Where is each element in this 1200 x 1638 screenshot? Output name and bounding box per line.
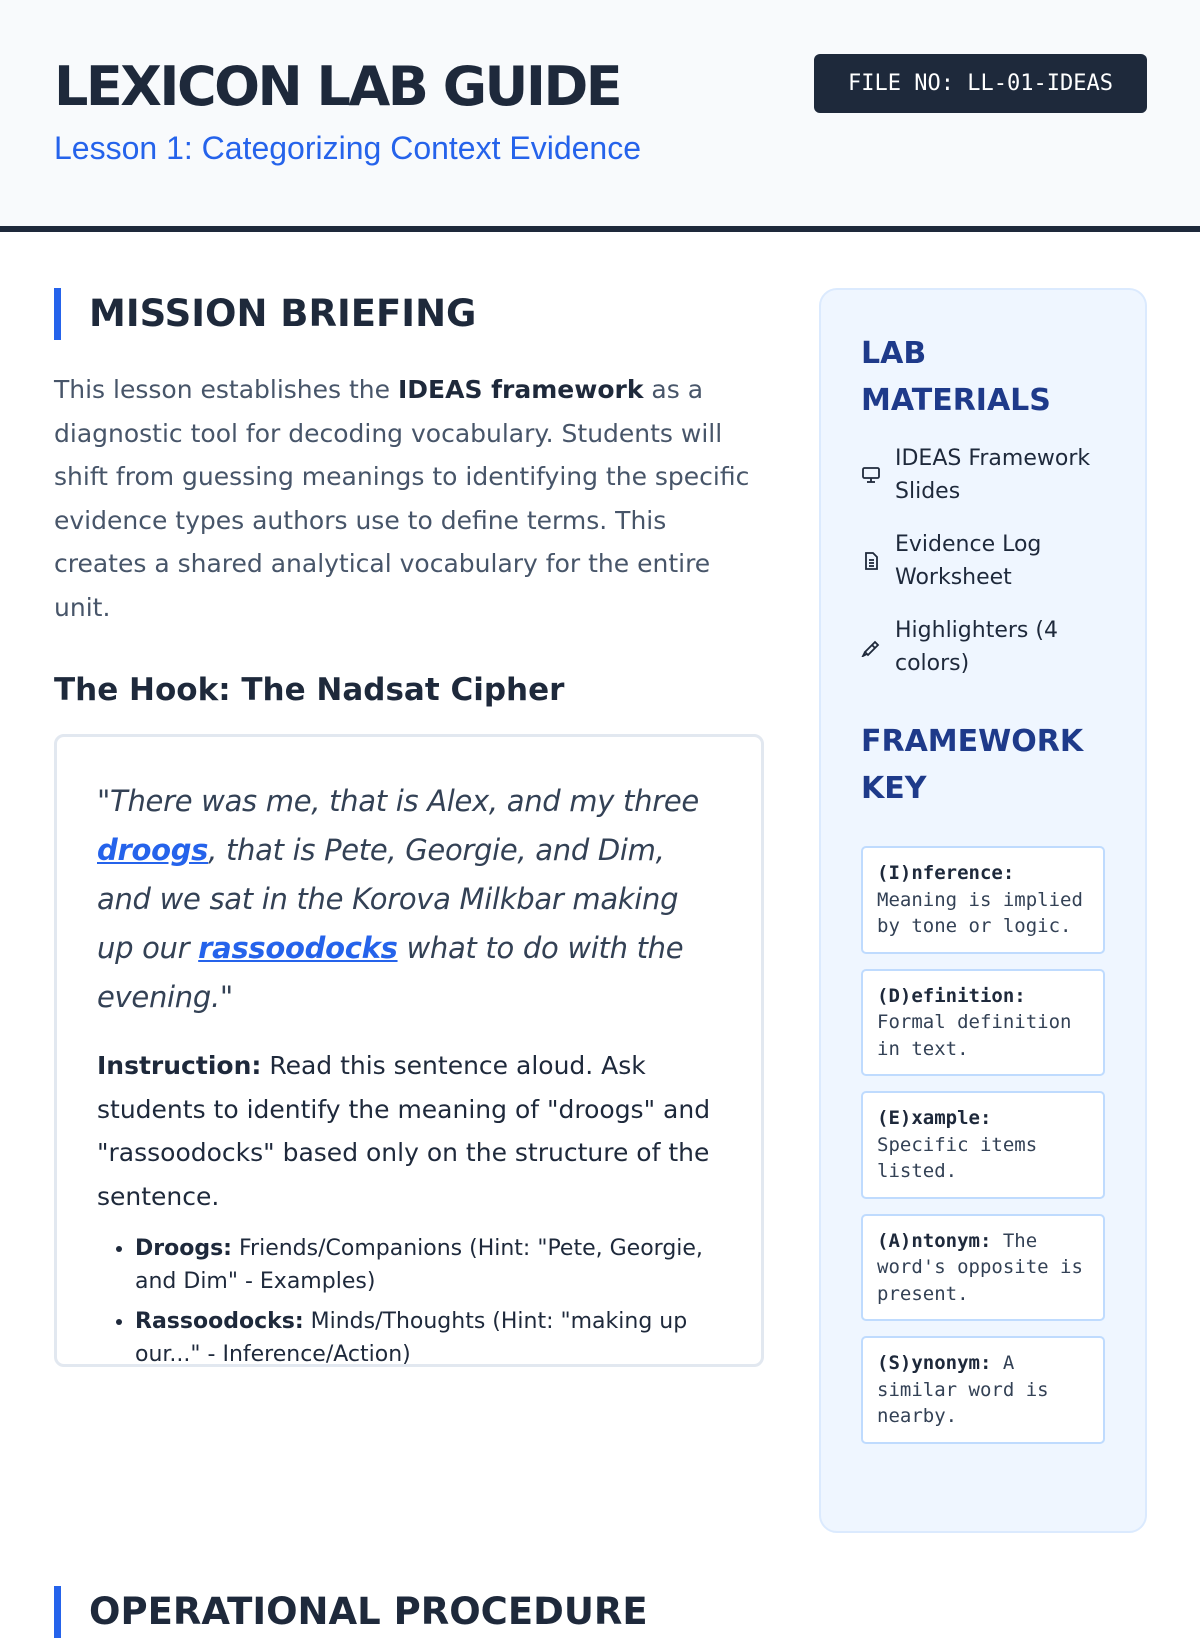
hook-title: The Hook: The Nadsat Cipher	[54, 672, 565, 708]
hint-term: Droogs:	[135, 1236, 232, 1261]
key-text: A similar word is nearby.	[877, 1352, 1049, 1427]
intro-text-end: as a diagnostic tool for decoding vocabulary. Students will shift from guessing meanings to identifying the specific evidence types authors use to define terms. This creates a shared analytical vocabulary for the entire unit.	[54, 375, 750, 622]
material-label: Highlighters (4 colors)	[895, 618, 1058, 676]
quote-part-3: what to do with the evening."	[97, 931, 684, 1014]
document-icon	[861, 551, 881, 571]
header	[0, 0, 1200, 232]
framework-key-list	[861, 846, 1105, 1444]
list-item	[861, 614, 1105, 680]
key-term: (E)xample:	[877, 1107, 992, 1129]
hint-text: Friends/Companions (Hint: "Pete, Georgie, and Dim" - Examples)	[135, 1236, 703, 1294]
operational-procedure-heading: OPERATIONAL PROCEDURE	[54, 1586, 648, 1638]
sidebar	[819, 288, 1147, 1533]
mission-briefing-heading: MISSION BRIEFING	[54, 288, 476, 340]
intro-text-start: This lesson establishes the	[54, 375, 398, 404]
hint-text: Minds/Thoughts (Hint: "making up our..." - Inference/Action)	[135, 1309, 688, 1367]
framework-key-card	[861, 1214, 1105, 1322]
materials-list	[861, 442, 1105, 680]
key-text: Specific items listed.	[877, 1133, 1038, 1182]
doc-title: LEXICON LAB GUIDE	[54, 55, 621, 118]
intro-framework-term: IDEAS framework	[397, 375, 644, 404]
framework-key-card	[861, 969, 1105, 1077]
list-item	[861, 528, 1105, 594]
highlighter-icon	[861, 637, 881, 657]
key-text: Meaning is implied by tone or logic.	[877, 888, 1083, 937]
hint-list	[97, 1232, 721, 1371]
key-text: The word's opposite is present.	[877, 1229, 1083, 1305]
file-number-badge: FILE NO: LL-01-IDEAS	[814, 54, 1147, 113]
briefing-intro	[54, 368, 764, 629]
nadsat-quote	[97, 777, 721, 1022]
hook-instruction	[97, 1044, 721, 1218]
material-label: IDEAS Framework Slides	[895, 446, 1091, 504]
lab-materials-title: LAB MATERIALS	[861, 336, 1051, 418]
hint-term: Rassoodocks:	[135, 1309, 304, 1334]
framework-key-card	[861, 1091, 1105, 1199]
term-droogs-link[interactable]: droogs	[97, 833, 209, 867]
quote-part-2: , that is Pete, Georgie, and Dim, and we sat in the Korova Milkbar making up our	[97, 833, 679, 965]
framework-key-card	[861, 1336, 1105, 1444]
material-label: Evidence Log Worksheet	[895, 532, 1042, 590]
key-term: (I)nference:	[877, 862, 1015, 884]
framework-key-card	[861, 846, 1105, 954]
list-item	[135, 1232, 721, 1298]
key-term: (D)efinition:	[877, 984, 1026, 1007]
framework-key-title: FRAMEWORK KEY	[861, 724, 1084, 806]
quote-part-1: "There was me, that is Alex, and my three	[97, 784, 699, 818]
instruction-label: Instruction:	[97, 1051, 262, 1080]
list-item	[135, 1305, 721, 1371]
key-term: (A)ntonym:	[877, 1229, 992, 1252]
list-item	[861, 442, 1105, 508]
doc-subtitle: Lesson 1: Categorizing Context Evidence	[54, 130, 642, 166]
instruction-text: Read this sentence aloud. Ask students to identify the meaning of "droogs" and "rassoodocks" based only on the structure of the sentence.	[97, 1051, 711, 1211]
term-rassoodocks-link[interactable]: rassoodocks	[198, 931, 398, 965]
key-term: (S)ynonym:	[877, 1352, 992, 1374]
hook-card	[54, 734, 764, 1367]
key-text: Formal definition in text.	[877, 1011, 1072, 1060]
presentation-icon	[861, 465, 881, 485]
